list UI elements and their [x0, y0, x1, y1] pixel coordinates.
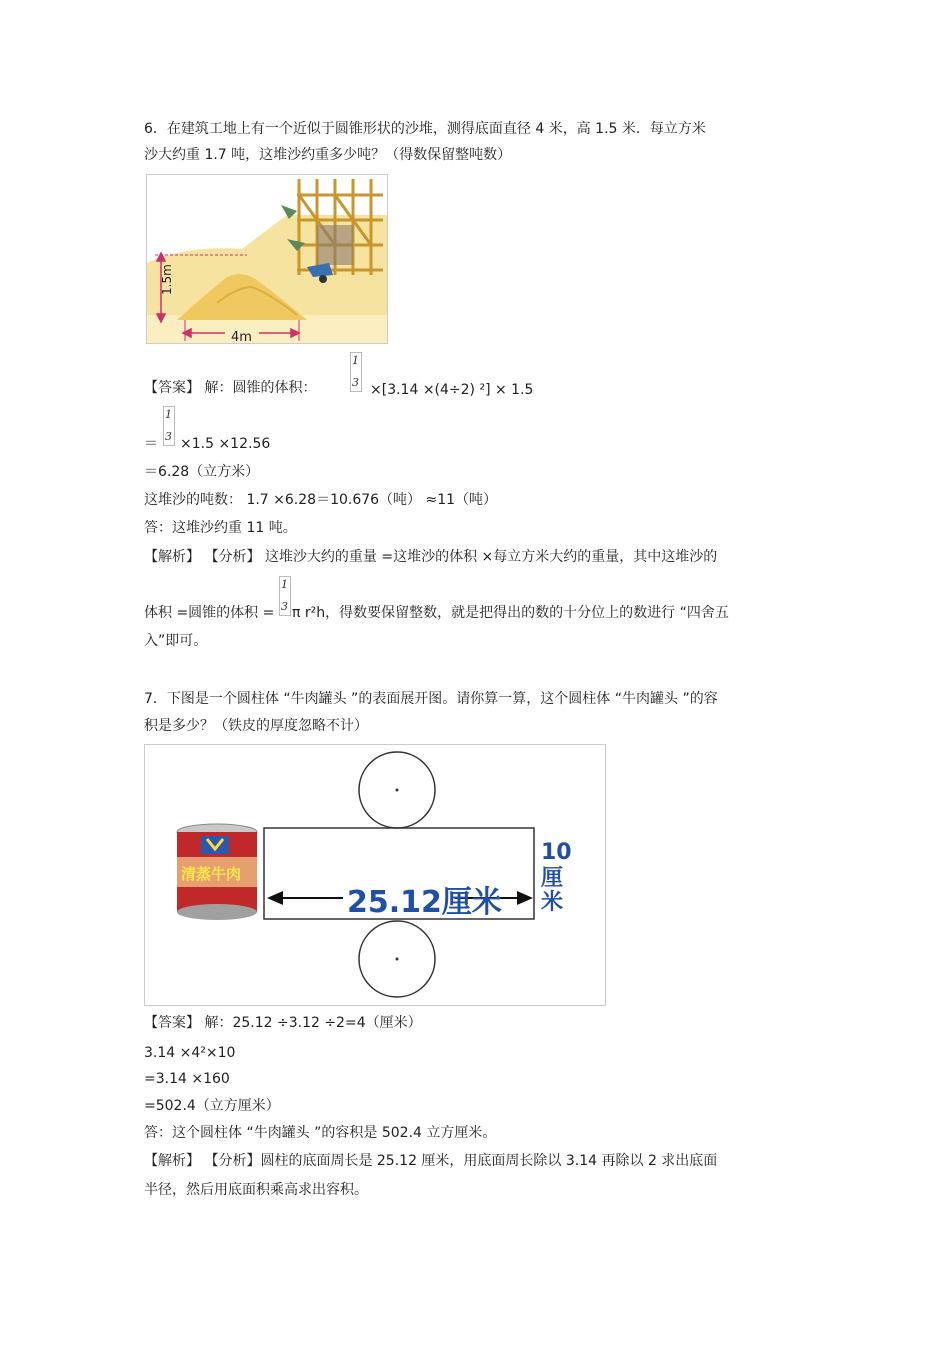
fraction-numerator: 1	[352, 354, 359, 367]
q6-answer-line3: ＝6.28（立方米）	[144, 464, 260, 480]
q6-answer-line5: 答：这堆沙约重 11 吨。	[144, 520, 297, 536]
q7-analysis-line2: 半径，然后用底面积乘高求出容积。	[144, 1182, 368, 1198]
answer-label: 【答案】 解：圆锥的体积：	[144, 380, 317, 396]
height-label: 1.5m	[160, 264, 174, 295]
can-label: 清蒸牛肉	[181, 865, 242, 883]
beef-can-icon	[177, 824, 257, 920]
height-unit-2: 米	[541, 890, 564, 915]
q7-answer-line3: =3.14 ×160	[144, 1071, 230, 1087]
q7-answer-line1: 【答案】 解：25.12 ÷3.12 ÷2=4（厘米）	[144, 1015, 422, 1031]
fraction-denominator: 3	[352, 376, 359, 389]
fraction-one-third-3	[279, 576, 291, 616]
q7-answer-line4: =502.4（立方厘米）	[144, 1098, 280, 1114]
sand-pile-illustration	[147, 175, 387, 343]
fraction-numerator: 1	[281, 578, 288, 591]
cylinder-net-figure	[144, 744, 606, 1006]
height-number: 10	[541, 840, 572, 865]
q6-analysis-line2-pre: 体积 =圆锥的体积 =	[144, 605, 275, 621]
q6-answer-line4: 这堆沙的吨数： 1.7 ×6.28＝10.676（吨） ≈11（吨）	[144, 492, 498, 508]
fraction-one-third	[350, 352, 362, 392]
cylinder-net-diagram	[145, 745, 605, 1005]
fraction-numerator: 1	[165, 408, 172, 421]
q6-text-line1: 6．在建筑工地上有一个近似于圆锥形状的沙堆，测得底面直径 4 米，高 1.5 米．每立方米	[144, 121, 706, 137]
height-unit-1: 厘	[541, 866, 564, 891]
q6-answer-eq-sign: ＝	[144, 436, 158, 452]
width-label: 4m	[231, 330, 252, 343]
fraction-one-third-2	[163, 406, 175, 446]
q7-answer-line2: 3.14 ×4²×10	[144, 1045, 236, 1061]
q7-analysis-line1: 【解析】 【分析】圆柱的底面周长是 25.12 厘米，用底面周长除以 3.14 再除以 2 求出底面	[144, 1153, 718, 1169]
q6-answer-line2: ×1.5 ×12.56	[180, 436, 271, 452]
q6-answer-line1	[144, 378, 316, 398]
q6-analysis-line3: 入”即可。	[144, 633, 208, 649]
q7-text-line1: 7．下图是一个圆柱体 “牛肉罐头 ”的表面展开图。请你算一算，这个圆柱体 “牛肉罐头 ”的容	[144, 691, 718, 707]
q7-text-line2: 积是多少？（铁皮的厚度忽略不计）	[144, 718, 368, 734]
fraction-denominator: 3	[281, 600, 288, 613]
width-label: 25.12厘米	[347, 885, 502, 920]
q6-analysis-line1: 【解析】 【分析】 这堆沙大约的重量 =这堆沙的体积 ×每立方米大约的重量，其中这堆沙的	[144, 549, 718, 565]
fraction-denominator: 3	[165, 430, 172, 443]
q7-answer-line5: 答：这个圆柱体 “牛肉罐头 ”的容积是 502.4 立方厘米。	[144, 1125, 497, 1141]
sand-pile-figure	[146, 174, 388, 344]
q6-text-line2: 沙大约重 1.7 吨，这堆沙约重多少吨？（得数保留整吨数）	[144, 147, 512, 163]
q6-analysis-line2-post: π r²h，得数要保留整数，就是把得出的数的十分位上的数进行 “四舍五	[292, 605, 729, 621]
q6-answer-expr1: ×[3.14 ×(4÷2) ²] × 1.5	[370, 382, 534, 398]
